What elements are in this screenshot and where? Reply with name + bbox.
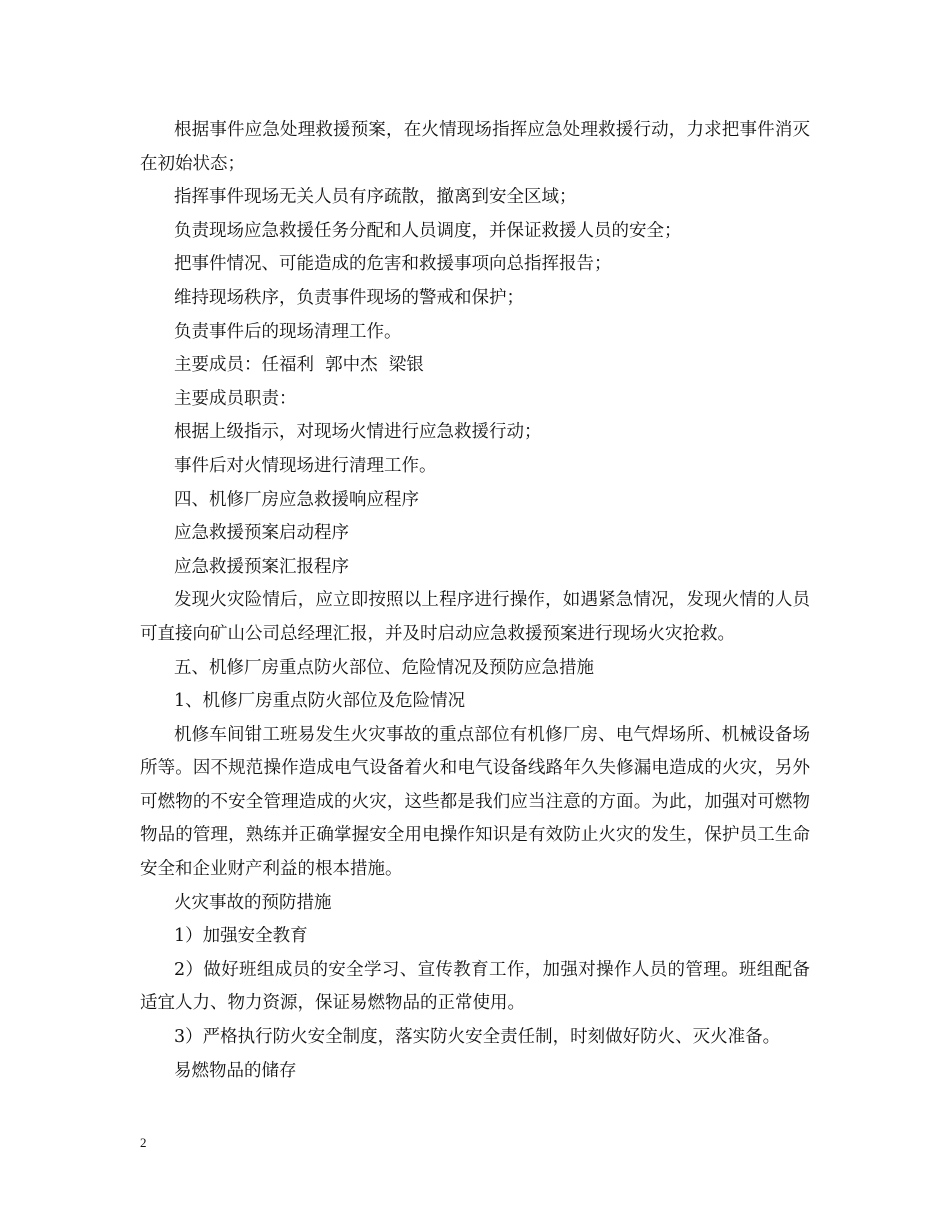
paragraph: 负责现场应急救援任务分配和人员调度，并保证救援人员的安全； — [174, 220, 682, 241]
paragraph: 主要成员职责： — [174, 388, 297, 409]
paragraph: 发现火灾险情后，应立即按照以上程序进行操作，如遇紧急情况，发现火情的人员可直接向矿山公司总经理汇报，并及时启动应急救援预案进行现场火灾抢救。 — [140, 590, 810, 644]
paragraph: 火灾事故的预防措施 — [174, 892, 332, 913]
paragraph: 事件后对火情现场进行清理工作。 — [174, 455, 437, 476]
section-heading: 四、机修厂房应急救援响应程序 — [174, 489, 419, 510]
paragraph: 应急救援预案汇报程序 — [174, 556, 349, 577]
paragraph: 主要成员：任福利 郭中杰 梁银 — [174, 355, 424, 376]
paragraph: 机修车间钳工班易发生火灾事故的重点部位有机修厂房、电气焊场所、机械设备场所等。因不规范操作造成电气设备着火和电气设备线路年久失修漏电造成的火灾，另外可燃物的不安全管理造成的火灾，这些都是我们应当注意的方面。为此，加强对可燃物物品的管理，熟练并正确掌握安全用电操作知识是有效防止火灾的发生，保护员工生命安全和企业财产利益的根本措施。 — [140, 724, 810, 880]
document-body — [140, 114, 810, 1088]
list-item: 1）加强安全教育 — [174, 926, 308, 947]
paragraph: 易燃物品的储存 — [174, 1060, 297, 1081]
paragraph: 指挥事件现场无关人员有序疏散，撤离到安全区域； — [174, 187, 577, 208]
paragraph: 应急救援预案启动程序 — [174, 523, 349, 544]
list-item: 2）做好班组成员的安全学习、宣传教育工作，加强对操作人员的管理。班组配备适宜人力、物力资源，保证易燃物品的正常使用。 — [140, 959, 810, 1014]
paragraph: 根据事件应急处理救援预案，在火情现场指挥应急处理救援行动，力求把事件消灭在初始状态； — [140, 120, 810, 174]
subsection-heading: 1、机修厂房重点防火部位及危险情况 — [174, 691, 466, 712]
page-number: 2 — [140, 1135, 147, 1150]
paragraph: 负责事件后的现场清理工作。 — [174, 321, 402, 342]
paragraph: 把事件情况、可能造成的危害和救援事项向总指挥报告； — [174, 254, 612, 275]
list-item: 3）严格执行防火安全制度，落实防火安全责任制，时刻做好防火、灭火准备。 — [174, 1027, 781, 1048]
paragraph: 维持现场秩序，负责事件现场的警戒和保护； — [174, 287, 524, 308]
section-heading: 五、机修厂房重点防火部位、危险情况及预防应急措施 — [174, 657, 594, 678]
paragraph: 根据上级指示，对现场火情进行应急救援行动； — [174, 422, 542, 443]
